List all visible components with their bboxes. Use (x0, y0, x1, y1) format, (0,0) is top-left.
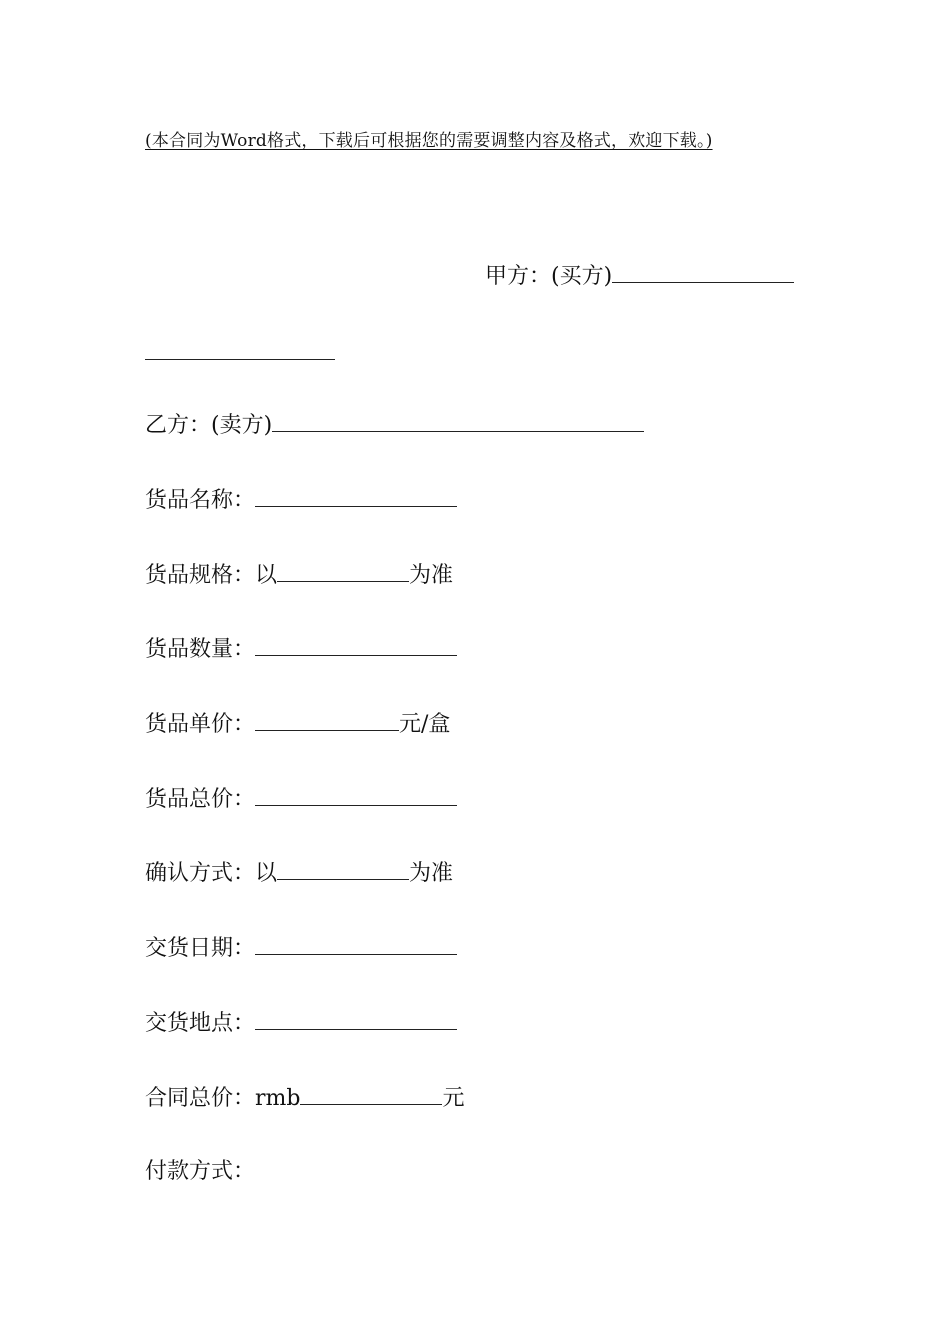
party-b-line (145, 411, 644, 440)
unit-price-line (145, 710, 450, 739)
goods-quantity-blank[interactable] (255, 635, 457, 656)
confirm-method-suffix: 为准 (409, 861, 454, 886)
contract-total-line (145, 1084, 464, 1113)
unit-price-suffix: 元/盒 (399, 712, 451, 737)
goods-name-blank[interactable] (255, 486, 457, 507)
confirm-method-label: 确认方式：以 (145, 861, 278, 886)
goods-spec-blank[interactable] (277, 561, 409, 582)
confirm-method-line (145, 859, 453, 888)
delivery-place-label: 交货地点： (145, 1011, 256, 1036)
contract-total-label: 合同总价：rmb (145, 1086, 301, 1111)
confirm-method-blank[interactable] (277, 859, 409, 880)
payment-method-label: 付款方式： (145, 1159, 256, 1184)
total-price-label: 货品总价： (145, 787, 256, 812)
total-price-line (145, 785, 457, 814)
total-price-blank[interactable] (255, 785, 457, 806)
party-b-blank[interactable] (272, 411, 644, 432)
delivery-date-label: 交货日期： (145, 936, 256, 961)
goods-spec-suffix: 为准 (409, 563, 454, 588)
delivery-date-blank[interactable] (255, 934, 457, 955)
goods-quantity-label: 货品数量： (145, 637, 256, 662)
goods-spec-label: 货品规格：以 (145, 563, 278, 588)
delivery-place-line (145, 1009, 457, 1038)
format-note: (本合同为Word格式，下载后可根据您的需要调整内容及格式，欢迎下载。) (145, 131, 713, 151)
goods-spec-line (145, 561, 453, 590)
goods-quantity-line (145, 635, 457, 664)
delivery-date-line (145, 934, 457, 963)
delivery-place-blank[interactable] (255, 1009, 457, 1030)
unit-price-blank[interactable] (255, 710, 399, 731)
party-a-label: 甲方：(买方) (485, 264, 613, 289)
contract-total-blank[interactable] (300, 1084, 442, 1105)
contract-total-suffix: 元 (442, 1086, 465, 1111)
party-a-blank[interactable] (612, 262, 794, 283)
party-b-label: 乙方：(卖方) (145, 413, 273, 438)
party-a-blank-continued[interactable] (145, 359, 335, 360)
goods-name-label: 货品名称： (145, 488, 256, 513)
payment-method-line (145, 1158, 255, 1186)
party-a-line (485, 262, 794, 291)
unit-price-label: 货品单价： (145, 712, 256, 737)
goods-name-line (145, 486, 457, 515)
